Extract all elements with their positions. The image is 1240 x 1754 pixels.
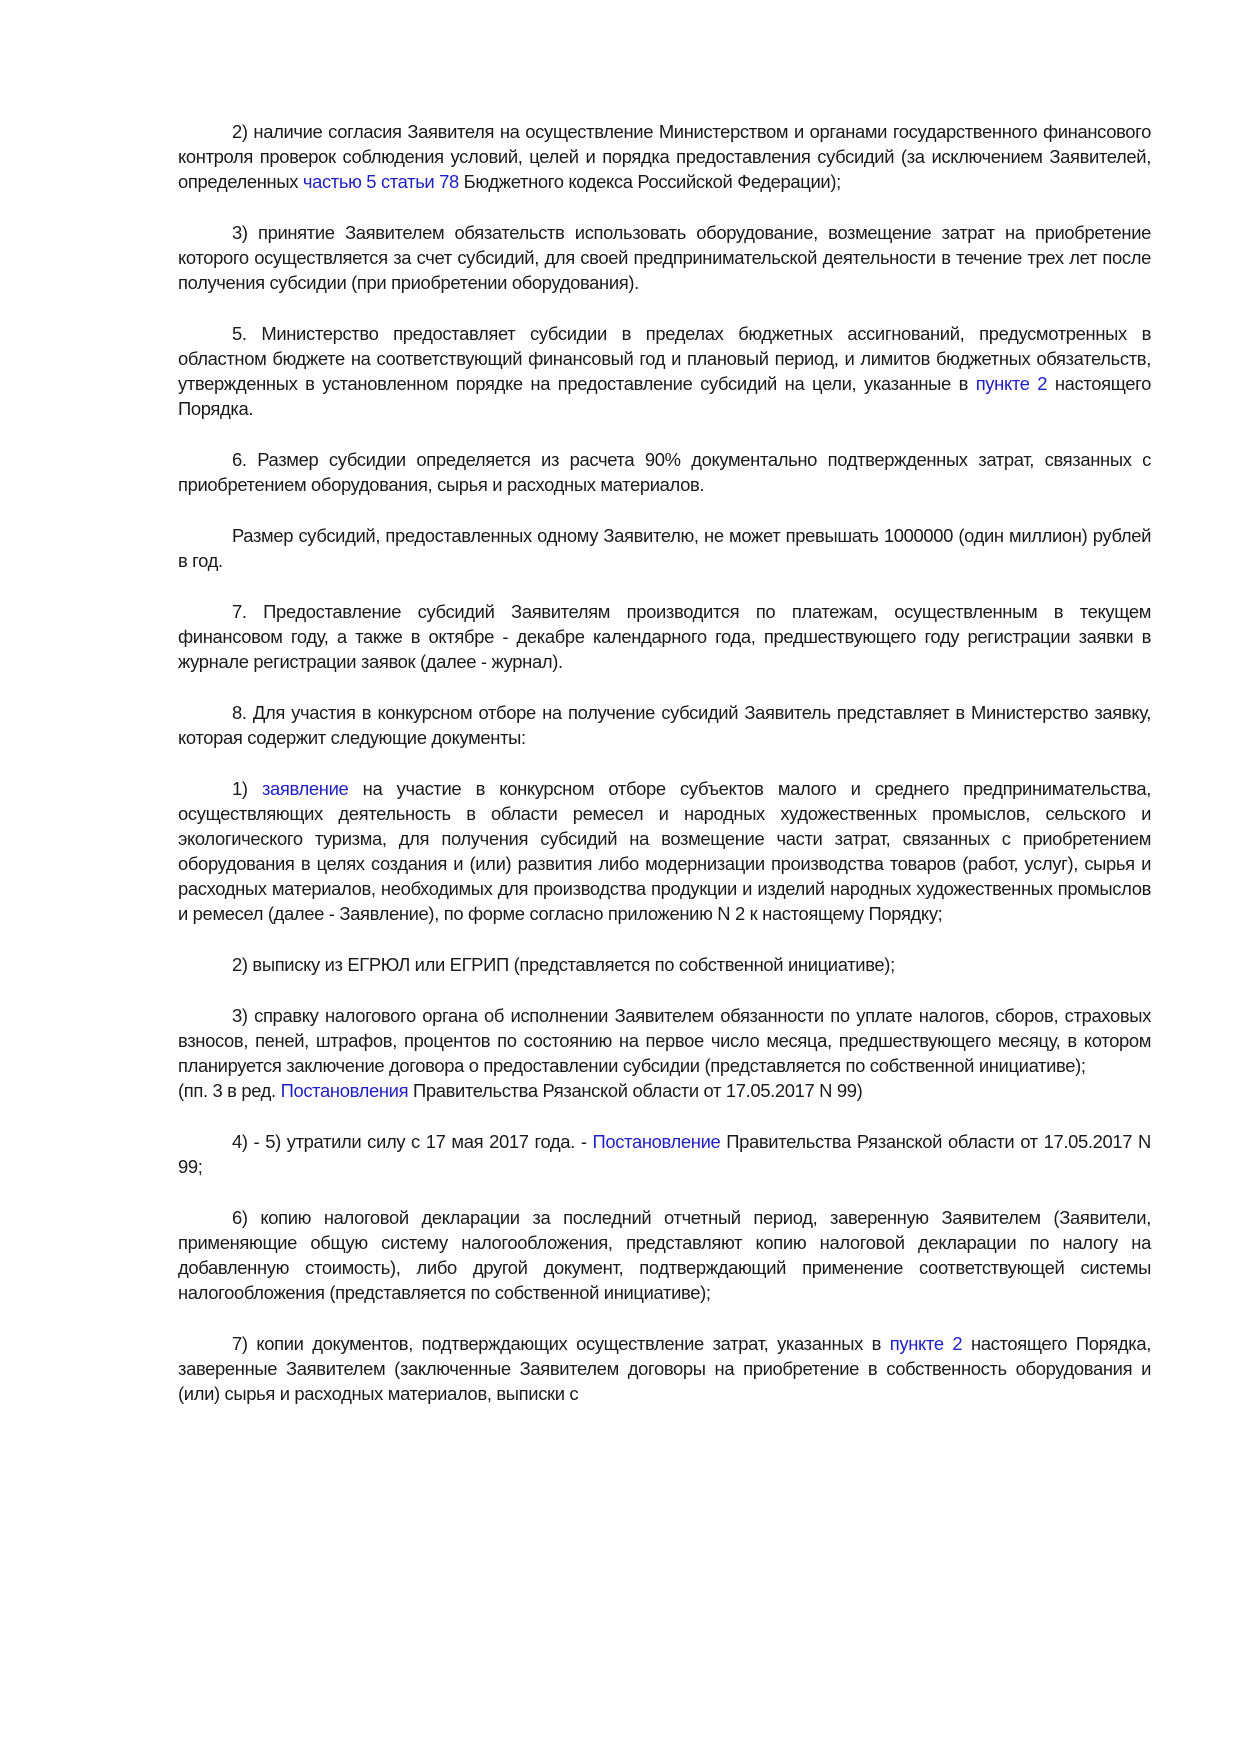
paragraph-doc2-egrul xyxy=(178,952,1151,977)
paragraph-doc1-application xyxy=(178,776,1151,926)
paragraph-doc4-5-repealed xyxy=(178,1129,1151,1179)
paragraph-section6 xyxy=(178,447,1151,497)
paragraph-doc3-tax-certificate xyxy=(178,1003,1151,1078)
text-segment: 1) xyxy=(232,778,262,799)
text-segment: настоящего Порядка, заверенные Заявителем (заключенные Заявителем договоры на приобретение в собственность оборудования и (или) сырья и расходных материалов, выписки с xyxy=(178,1333,1151,1404)
paragraph-section6-limit xyxy=(178,523,1151,573)
text-segment: Бюджетного кодекса Российской Федерации); xyxy=(458,171,841,192)
text-segment: (пп. 3 в ред. xyxy=(178,1080,281,1101)
document-page xyxy=(178,119,1151,1432)
link-resolution-amendment[interactable]: Постановления xyxy=(280,1080,409,1101)
text-segment: 6) копию налоговой декларации за последний отчетный период, заверенную Заявителем (Заявители, применяющие общую систему налогообложения, представляют копию налоговой декларации по налогу на добавленную стоимость), либо другой документ, подтверждающий применение соответствующей системы налогообложения (представляется по собственной инициативе); xyxy=(178,1207,1151,1303)
text-segment: 7) копии документов, подтверждающих осуществление затрат, указанных в xyxy=(232,1333,890,1354)
text-segment: 6. Размер субсидии определяется из расчета 90% документально подтвержденных затрат, связанных с приобретением оборудования, сырья и расходных материалов. xyxy=(178,449,1151,495)
paragraph-doc3-amendment-note xyxy=(178,1078,1151,1103)
text-segment: на участие в конкурсном отборе субъектов малого и среднего предпринимательства, осуществляющих деятельность в области ремесел и народных художественных промыслов, сельского и экологического туризма, для получения субсидий на возмещение части затрат, связанных с приобретением оборудования в целях создания и (или) развития либо модернизации производства товаров (работ, услуг), сырья и расходных материалов, необходимых для производства продукции и изделий народных художественных промыслов и ремесел (далее - Заявление), по форме согласно приложению N 2 к настоящему Порядку; xyxy=(178,778,1151,924)
paragraph-doc6-tax-declaration xyxy=(178,1205,1151,1305)
text-segment: настоящего Порядка. xyxy=(178,373,1152,419)
paragraph-section5 xyxy=(178,321,1151,421)
text-segment: 3) справку налогового органа об исполнении Заявителем обязанности по уплате налогов, сборов, страховых взносов, пеней, штрафов, процентов по состоянию на первое число месяца, предшествующего месяцу, в котором планируется заключение договора о предоставлении субсидии (представляется по собственной инициативе); xyxy=(178,1005,1151,1076)
text-segment: 3) принятие Заявителем обязательств использовать оборудование, возмещение затрат на приобретение которого осуществляется за счет субсидий, для своей предпринимательской деятельности в течение трех лет после получения субсидии (при приобретении оборудования). xyxy=(178,222,1151,293)
paragraph-item2-consent xyxy=(178,119,1151,194)
text-segment: 2) выписку из ЕГРЮЛ или ЕГРИП (представляется по собственной инициативе); xyxy=(232,954,895,975)
link-point2[interactable]: пункте 2 xyxy=(975,373,1048,394)
paragraph-item3-obligation xyxy=(178,220,1151,295)
paragraph-doc7-expense-copies xyxy=(178,1331,1151,1406)
paragraph-section8 xyxy=(178,700,1151,750)
text-segment: 5. Министерство предоставляет субсидии в пределах бюджетных ассигнований, предусмотренных в областном бюджете на соответствующий финансовый год и плановый период, и лимитов бюджетных обязательств, утвержденных в установленном порядке на предоставление субсидий на цели, указанные в xyxy=(178,323,1151,394)
text-segment: 4) - 5) утратили силу с 17 мая 2017 года. - xyxy=(232,1131,593,1152)
text-segment: 7. Предоставление субсидий Заявителям производится по платежам, осуществленным в текущем финансовом году, а также в октябре - декабре календарного года, предшествующего году регистрации заявки в журнале регистрации заявок (далее - журнал). xyxy=(178,601,1151,672)
text-segment: Правительства Рязанской области от 17.05.2017 N 99) xyxy=(408,1080,863,1101)
text-segment: Размер субсидий, предоставленных одному Заявителю, не может превышать 1000000 (один миллион) рублей в год. xyxy=(178,525,1151,571)
paragraph-section7 xyxy=(178,599,1151,674)
text-segment: Правительства Рязанской области от 17.05.2017 N 99; xyxy=(178,1131,1151,1177)
link-application-form[interactable]: заявление xyxy=(261,778,349,799)
link-part5-article78[interactable]: частью 5 статьи 78 xyxy=(302,171,459,192)
link-resolution-repeal[interactable]: Постановление xyxy=(592,1131,721,1152)
text-segment: 8. Для участия в конкурсном отборе на получение субсидий Заявитель представляет в Министерство заявку, которая содержит следующие документы: xyxy=(178,702,1151,748)
text-segment: 2) наличие согласия Заявителя на осуществление Министерством и органами государственного финансового контроля проверок соблюдения условий, целей и порядка предоставления субсидий (за исключением Заявителей, определенных xyxy=(178,121,1151,192)
link-point2[interactable]: пункте 2 xyxy=(889,1333,963,1354)
